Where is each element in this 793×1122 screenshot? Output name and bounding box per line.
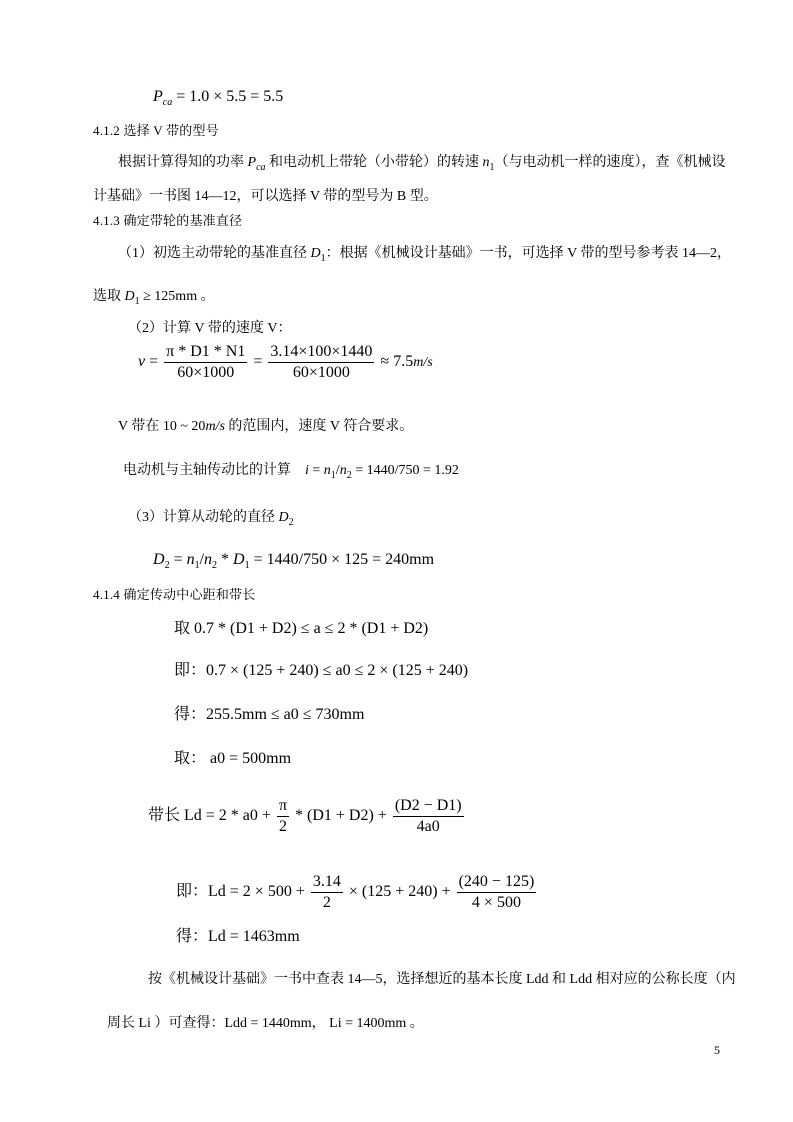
equation-belt-length-result: 得：Ld = 1463mm (176, 928, 300, 945)
paragraph-line: 选取 $D_1 \ge 125mm$ 。 (93, 289, 215, 307)
paragraph-line: 根据计算得知的功率 $P_{ca}$ 和电动机上带轮（小带轮）的转速 $n_1$（与电动机一样的速度），查《机械设 (118, 155, 726, 173)
paragraph-line: 计基础》一书图 14—12，可以选择 V 带的型号为 B 型。 (93, 189, 438, 204)
paragraph-line: （3）计算从动轮的直径 $D_2$ (128, 510, 294, 528)
equation-belt-length-values: 即：Ld = 2 × 500 + $\frac{3.14}{2}$ × (125 + 240) + $\frac{(240 - 125)}{4 \times 500}$ (176, 873, 535, 911)
equation-ratio: 电动机与主轴传动比的计算 $i = n_1/n_2 = 1440/750 = 1.92$ (123, 463, 459, 481)
section-heading-4-1-3: 4.1.3 确定带轮的基准直径 (93, 213, 243, 228)
equation-get-a0: 得：255.5mm ≤ a0 ≤ 730mm (174, 706, 365, 723)
paragraph-line: V 带在 10 ~ 20m/s 的范围内，速度 V 符合要求。 (118, 419, 414, 434)
equation-velocity: v = $\frac{\pi * D1 * N1}{60\times 1000}$ = $\frac{3.14\times 100\times 1440}{60\times 1000}$ ≈ 7.5m/s (138, 343, 433, 381)
equation-d2: $D_2 = n_1/n_2 * D_1 = 1440/750 \times 125 = 240mm$ (153, 551, 435, 572)
section-heading-4-1-2: 4.1.2 选择 V 带的型号 (93, 123, 219, 138)
paragraph-line: （1）初选主动带轮的基准直径 $D_1$：根据《机械设计基础》一书，可选择 V 带的型号参考表 14—2， (118, 246, 731, 264)
paragraph-line: 按《机械设计基础》一书中查表 14—5，选择想近的基本长度 Ldd 和 Ldd 相对应的公称长度（内 (148, 972, 736, 987)
paragraph-line: 周长 Li ）可查得：Ldd = 1440mm， Li = 1400mm 。 (107, 1016, 424, 1031)
page-number: 5 (714, 1043, 720, 1057)
equation-so-a0: 即：0.7 × (125 + 240) ≤ a0 ≤ 2 × (125 + 240) (174, 662, 469, 679)
equation-take-a: 取 0.7 * (D1 + D2) ≤ a ≤ 2 * (D1 + D2) (174, 620, 429, 637)
equation-choose-a0: 取： a0 = 500mm (174, 750, 292, 767)
equation-belt-length: 带长 Ld = 2 * a0 + $\frac{\pi}{2}$ * (D1 + D2) + $\frac{(D2 - D1)}{4a0}$ (148, 797, 462, 835)
paragraph-line: （2）计算 V 带的速度 V： (128, 321, 292, 336)
equation-pca: $P_{ca} = 1.0 \times 5.5 = 5.5$ (153, 88, 284, 109)
section-heading-4-1-4: 4.1.4 确定传动中心距和带长 (93, 587, 256, 602)
